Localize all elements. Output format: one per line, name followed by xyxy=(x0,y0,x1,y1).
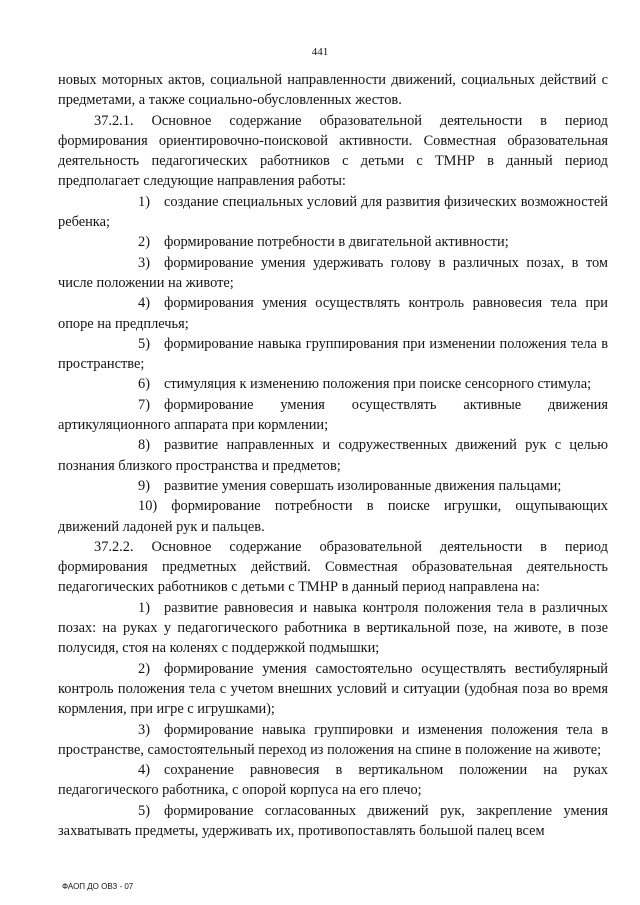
list-item-number: 4) xyxy=(138,762,150,779)
document-body xyxy=(58,70,608,841)
list-item-text: формирования умения осуществлять контроль равновесия тела при опоре на предплечья; xyxy=(58,295,608,332)
list-item-text: формирование умения удерживать голову в различных позах, в том числе положении на животе; xyxy=(58,254,608,291)
list-item xyxy=(58,496,608,537)
list-item xyxy=(58,476,608,496)
paragraph: 37.2.2. Основное содержание образовательной деятельности в период формирования предметных действий. Совместная образовательная деятельность педагогических работников с детьми с ТМНР в данный период направлена на: xyxy=(58,538,608,596)
list-item-number: 6) xyxy=(138,376,150,393)
list-item-text: сохранение равновесия в вертикальном положении на руках педагогического работника, с опорой корпуса на его плечо; xyxy=(58,762,608,799)
list-item xyxy=(58,253,608,294)
list-item-text: формирование умения самостоятельно осуществлять вестибулярный контроль положения тела с учетом внешних условий и ситуации (удобная поза во время кормления, при игре с игрушками); xyxy=(58,660,608,718)
list-item-number: 1) xyxy=(138,599,150,616)
list-item-text: формирование потребности в двигательной активности; xyxy=(164,234,509,251)
list-item-text: развитие направленных и содружественных движений рук с целью познания близкого пространства и предметов; xyxy=(58,437,608,474)
list-item-number: 5) xyxy=(138,335,150,352)
page-number: 441 xyxy=(311,46,329,58)
list-item xyxy=(58,293,608,334)
paragraph: 37.2.1. Основное содержание образовательной деятельности в период формирования ориентировочно-поисковой активности. Совместная образовательная деятельность педагогических работников с детьми с ТМНР в данный период предполагает следующие направления работы: xyxy=(58,112,608,190)
list-item xyxy=(58,232,608,252)
document-footer: ФАОП ДО ОВЗ - 07 xyxy=(62,882,134,891)
list-item xyxy=(58,334,608,375)
list-item xyxy=(58,720,608,761)
list-item-text: формирование навыка группировки и изменения положения тела в пространстве, самостоятельный переход из положения на спине в положение на животе; xyxy=(58,721,608,758)
list-item-number: 10) xyxy=(138,498,158,515)
list-item-number: 2) xyxy=(138,660,150,677)
paragraph: новых моторных актов, социальной направленности движений, социальных действий с предметами, а также социально-обусловленных жестов. xyxy=(58,72,608,109)
list-item-text: формирование согласованных движений рук, закрепление умения захватывать предметы, удерживать их, противопоставлять большой палец всем xyxy=(58,802,608,839)
list-item-number: 1) xyxy=(138,193,150,210)
list-item xyxy=(58,435,608,476)
list-item-text: развитие умения совершать изолированные движения пальцами; xyxy=(164,477,562,494)
list-item-text: формирование умения осуществлять активные движения артикуляционного аппарата при кормлении; xyxy=(58,396,608,434)
list-item xyxy=(58,760,608,801)
list-item-number: 9) xyxy=(138,477,150,494)
list-item-number: 2) xyxy=(138,234,150,251)
list-item-text: стимуляция к изменению положения при поиске сенсорного стимула; xyxy=(164,376,592,393)
list-item xyxy=(58,395,608,436)
list-item-text: формирование навыка группирования при изменении положения тела в пространстве; xyxy=(58,335,608,373)
list-item-number: 8) xyxy=(138,437,150,454)
list-item-text: формирование потребности в поиске игрушки, ощупывающих движений ладоней рук и пальцев. xyxy=(58,498,608,535)
list-item-number: 5) xyxy=(138,802,150,819)
list-item-number: 3) xyxy=(138,721,150,738)
list-item xyxy=(58,801,608,842)
list-item-number: 3) xyxy=(138,254,150,271)
list-item-text: развитие равновесия и навыка контроля положения тела в различных позах: на руках у педагогического работника в вертикальной позе, на животе, в позе полусидя, стоя на коленях с поддержкой подмышки; xyxy=(58,599,608,657)
list-item xyxy=(58,192,608,233)
list-item-number: 4) xyxy=(138,295,150,312)
list-item-text: создание специальных условий для развития физических возможностей ребенка; xyxy=(58,193,608,231)
list-item xyxy=(58,598,608,659)
list-item xyxy=(58,374,608,394)
list-item-number: 7) xyxy=(138,396,150,413)
list-item xyxy=(58,659,608,720)
